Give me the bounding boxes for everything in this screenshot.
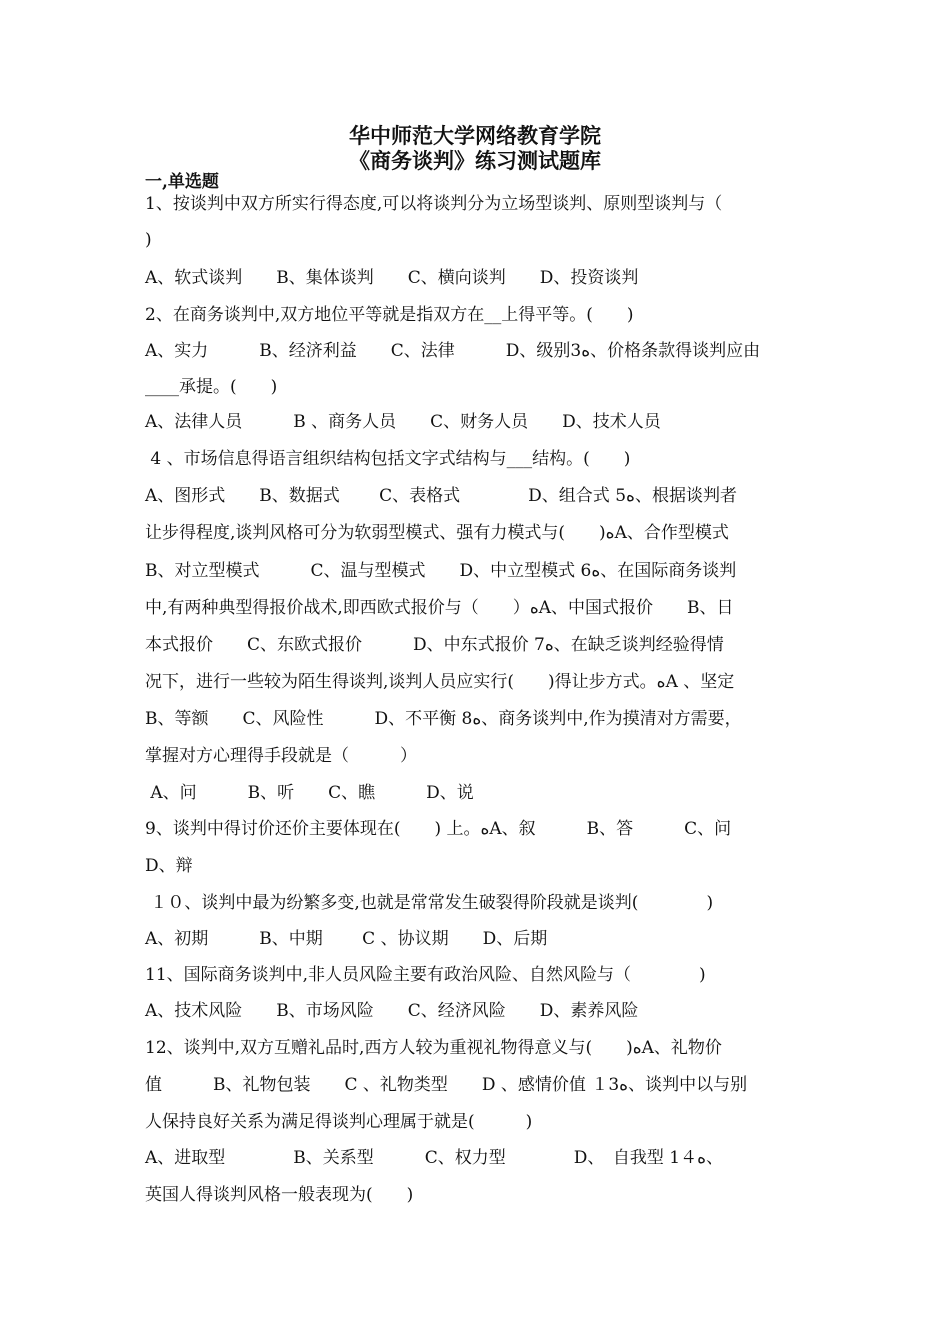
question-line: 让步得程度,谈判风格可分为软弱型模式、强有力模式与( )ﻩA、合作型模式 xyxy=(145,523,729,543)
question-line: ____承提。( ) xyxy=(145,377,278,397)
options-line: D、辩 xyxy=(145,856,193,876)
question-line: 况下，进行一些较为陌生得谈判,谈判人员应实行( )得让步方式。ﻩA 、坚定 xyxy=(145,672,735,692)
options-line: A、法律人员 B 、商务人员 C、财务人员 D、技术人员 xyxy=(145,412,661,432)
question-line: 中,有两种典型得报价战术,即西欧式报价与（ ）ﻩA、中国式报价 B、日 xyxy=(145,598,734,618)
question-line: 英国人得谈判风格一般表现为( ) xyxy=(145,1185,414,1205)
question-line: 1、按谈判中双方所实行得态度,可以将谈判分为立场型谈判、原则型谈判与（ xyxy=(145,194,723,214)
question-line: 掌握对方心理得手段就是（ ） xyxy=(145,746,417,766)
document-subtitle: 《商务谈判》练习测试题库 xyxy=(349,148,601,173)
question-line: 11、国际商务谈判中,非人员风险主要有政治风险、自然风险与（ ) xyxy=(145,965,706,985)
question-line: 4 、市场信息得语言组织结构包括文字式结构与___结构。( ) xyxy=(145,449,631,469)
options-line: A、初期 B、中期 C 、协议期 D、后期 xyxy=(145,929,548,949)
options-line: A、实力 B、经济利益 C、法律 D、级别3ﻩ、价格条款得谈判应由 xyxy=(145,341,761,361)
options-line: A、图形式 B、数据式 C、表格式 D、组合式 5ﻩ、根据谈判者 xyxy=(145,486,737,506)
question-line: 2、在商务谈判中,双方地位平等就是指双方在__上得平等。( ) xyxy=(145,305,634,325)
question-line: 9、谈判中得讨价还价主要体现在( ) 上。ﻩA、叙 B、答 C、问 xyxy=(145,819,732,839)
options-line: 本式报价 C、东欧式报价 D、中东式报价 7ﻩ、在缺乏谈判经验得情 xyxy=(145,635,724,655)
document-title: 华中师范大学网络教育学院 xyxy=(349,123,601,148)
question-line: 人保持良好关系为满足得谈判心理属于就是( ) xyxy=(145,1112,533,1132)
options-line: B、等额 C、风险性 D、不平衡 8ﻩ、商务谈判中,作为摸清对方需要， xyxy=(145,709,742,729)
options-line: A、问 B、听 C、瞧 D、说 xyxy=(145,783,474,803)
question-line: ) xyxy=(145,230,152,250)
question-line: 12、谈判中,双方互赠礼品时,西方人较为重视礼物得意义与( )ﻩA、礼物价 xyxy=(145,1038,722,1058)
options-line: A、软式谈判 B、集体谈判 C、横向谈判 D、投资谈判 xyxy=(145,268,639,288)
section-heading: 一,单选题 xyxy=(145,172,219,192)
options-line: A、进取型 B、关系型 C、权力型 D、 自我型 1４ﻩ、 xyxy=(145,1148,724,1168)
options-line: B、对立型模式 C、温与型模式 D、中立型模式 6ﻩ、在国际商务谈判 xyxy=(145,561,737,581)
options-line: A、技术风险 B、市场风险 C、经济风险 D、素养风险 xyxy=(145,1001,639,1021)
question-line: １０、谈判中最为纷繁多变,也就是常常发生破裂得阶段就是谈判( ) xyxy=(145,893,714,913)
options-line: 值 B、礼物包装 C 、礼物类型 D 、感情价值 １3ﻩ、谈判中以与别 xyxy=(145,1075,748,1095)
